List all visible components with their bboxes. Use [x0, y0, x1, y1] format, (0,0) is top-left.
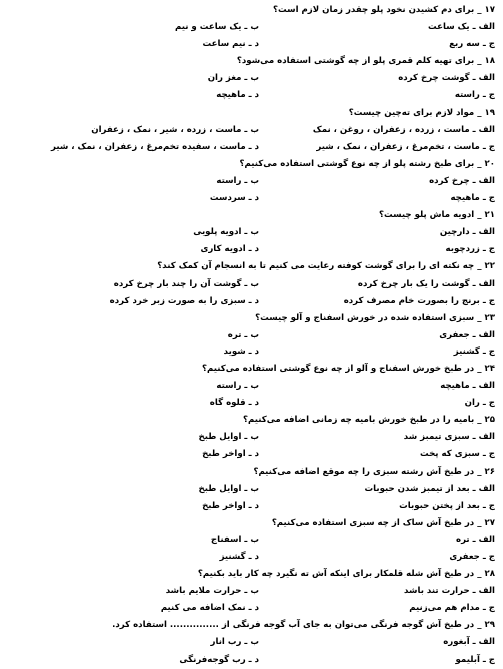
answer-option: ج ـ زردچوبه — [445, 244, 495, 255]
answer-option: ج ـ ماست ، تخم‌مرغ ، زعفران ، نمک ، شیر — [316, 141, 495, 152]
answer-option: ب ـ حرارت ملایم باشد — [165, 586, 259, 597]
answer-option: د ـ اواخر طبخ — [202, 449, 259, 460]
options-row — [8, 634, 495, 651]
answer-option: د ـ نیم ساعت — [202, 39, 259, 50]
options-row — [8, 139, 495, 156]
answer-option: ب ـ اوایل طبخ — [198, 432, 259, 443]
answer-option: الف ـ گوشت را یک بار چرخ کرده — [357, 278, 495, 289]
options-row — [8, 481, 495, 498]
answer-option: الف ـ یک ساعت — [428, 22, 495, 33]
question-text — [8, 566, 495, 583]
answer-option: د ـ نمک اضافه می کنیم — [160, 603, 259, 614]
options-row — [8, 378, 495, 395]
question-label: ۲۹ _ در طبخ آش گوجه فرنگی می‌توان به جای آب گوجه فرنگی از ............... استفاده کرد. — [112, 620, 495, 631]
question-text — [8, 53, 495, 70]
question-text — [8, 361, 495, 378]
answer-option: الف ـ ماست ، زرده ، زعفران ، روغن ، نمک — [312, 124, 495, 135]
answer-option: ج ـ سه ربع — [449, 39, 495, 50]
options-row — [8, 446, 495, 463]
answer-option: الف ـ گوشت چرخ کرده — [398, 73, 495, 84]
answer-option: د ـ رب گوجه‌فرنگی — [179, 654, 259, 665]
options-row — [8, 532, 495, 549]
answer-option: د ـ ماست ، سفیده تخم‌مرغ ، زعفران ، نمک ، شیر — [50, 141, 259, 152]
answer-option: ب ـ تره — [227, 329, 259, 340]
answer-option: د ـ ادویه کاری — [200, 244, 259, 255]
answer-option: ج ـ بعد از پختن حبوبات — [399, 500, 495, 511]
answer-option: ب ـ مغز ران — [207, 73, 259, 84]
question-text — [8, 207, 495, 224]
answer-option: د ـ شوید — [223, 346, 259, 357]
question-label: ۲۴ _ در طبخ خورش اسفناج و آلو از چه نوع گوشتی استفاده می‌کنیم؟ — [201, 363, 495, 374]
answer-option: د ـ قلوه گاه — [209, 398, 259, 409]
options-row — [8, 344, 495, 361]
answer-option: ج ـ سبزی که پخت — [419, 449, 495, 460]
question-text — [8, 617, 495, 634]
answer-option: ب ـ گوشت آن را چند بار چرخ کرده — [113, 278, 259, 289]
options-row — [8, 652, 495, 669]
answer-option: الف ـ چرخ کرده — [429, 175, 495, 186]
question-label: ۲۰ _ برای طبخ رشته پلو از چه نوع گوشتی استفاده می‌کنیم؟ — [239, 158, 495, 169]
question-label: ۲۳ _ سبزی استفاده شده در خورش اسفناج و آلو چیست؟ — [255, 312, 495, 323]
question-text — [8, 310, 495, 327]
question-label: ۲۵ _ بامیه را در طبخ خورش بامیه چه زمانی اضافه می‌کنیم؟ — [242, 415, 495, 426]
answer-option: ب ـ اوایل طبخ — [198, 483, 259, 494]
answer-option: الف ـ بعد از تیمبز شدن حبوبات — [364, 483, 495, 494]
question-label: ۲۷ _ در طبخ آش ساک از چه سبزی استفاده می‌کنیم؟ — [271, 517, 495, 528]
options-row — [8, 173, 495, 190]
options-row — [8, 36, 495, 53]
question-label: ۱۹ _ مواد لازم برای ته‌چین چیست؟ — [348, 107, 495, 118]
answer-option: ج ـ گشنیز — [453, 346, 495, 357]
answer-option: ج ـ برنج را بصورت خام مصرف کرده — [343, 295, 495, 306]
question-text — [8, 464, 495, 481]
answer-option: الف ـ سبزی تیمبز شد — [403, 432, 495, 443]
answer-option: د ـ گشنیز — [219, 552, 259, 562]
answer-option: ج ـ ماهیچه — [450, 193, 495, 204]
answer-option: ب ـ راسته — [216, 381, 259, 392]
answer-option: الف ـ تره — [456, 534, 495, 545]
answer-option: د ـ سبزی را به صورت زبر خرد کرده — [109, 295, 259, 306]
answer-option: ج ـ مدام هم می‌زنیم — [409, 603, 495, 614]
answer-option: د ـ سردست — [209, 193, 259, 204]
answer-option: ب ـ راسته — [216, 175, 259, 186]
answer-option: ب ـ اسفناج — [210, 534, 259, 545]
answer-option: ج ـ جعفری — [449, 552, 495, 562]
options-row — [8, 549, 495, 566]
question-label: ۲۲ _ چه نکته ای را برای گوشت کوفته رعایت می کنیم تا به انسجام آن کمک کند؟ — [157, 261, 495, 272]
question-label: ۱۷ _ برای دم کشیدن نخود پلو چقدر زمان لازم است؟ — [273, 5, 495, 15]
answer-option: ب ـ رب انار — [210, 637, 259, 648]
answer-option: ب ـ ماست ، زرده ، شیر ، نمک ، زعفران — [91, 124, 259, 135]
options-row — [8, 327, 495, 344]
options-row — [8, 429, 495, 446]
answer-option: الف ـ حرارت تند باشد — [404, 586, 495, 597]
question-text — [8, 258, 495, 275]
options-row — [8, 276, 495, 293]
question-label: ۱۸ _ برای تهیه کلم قمری پلو از چه گوشتی استفاده می‌شود؟ — [236, 56, 495, 67]
options-row — [8, 241, 495, 258]
options-row — [8, 190, 495, 207]
question-label: ۲۱ _ ادویه ماش پلو چیست؟ — [379, 210, 495, 221]
answer-option: ب ـ ادویه پلویی — [193, 227, 259, 238]
answer-option: د ـ اواخر طبخ — [202, 500, 259, 511]
options-row — [8, 498, 495, 515]
answer-option: ج ـ آبلیمو — [455, 654, 495, 665]
answer-option: ج ـ راسته — [454, 90, 495, 101]
options-row — [8, 395, 495, 412]
answer-option: الف ـ دارچین — [439, 227, 495, 238]
answer-option: ج ـ ران — [464, 398, 495, 409]
options-row — [8, 293, 495, 310]
options-row — [8, 224, 495, 241]
answer-option: الف ـ جعفری — [439, 329, 495, 340]
question-text — [8, 2, 495, 19]
options-row — [8, 87, 495, 104]
question-text — [8, 105, 495, 122]
answer-option: ب ـ یک ساعت و نیم — [174, 22, 259, 33]
answer-option: د ـ ماهیچه — [216, 90, 259, 101]
question-text — [8, 412, 495, 429]
question-label: ۲۶ _ در طبخ آش رشته سبزی را چه موقع اضافه می‌کنیم؟ — [253, 466, 495, 477]
options-row — [8, 70, 495, 87]
options-row — [8, 19, 495, 36]
question-text — [8, 515, 495, 532]
question-label: ۲۸ _ در طبخ آش شله قلمکار برای اینکه آش ته نگیرد چه کار باید بکنیم؟ — [197, 569, 495, 580]
question-text — [8, 156, 495, 173]
options-row — [8, 122, 495, 139]
answer-option: الف ـ آبغوره — [443, 637, 495, 648]
answer-option: الف ـ ماهیچه — [440, 381, 495, 392]
options-row — [8, 600, 495, 617]
